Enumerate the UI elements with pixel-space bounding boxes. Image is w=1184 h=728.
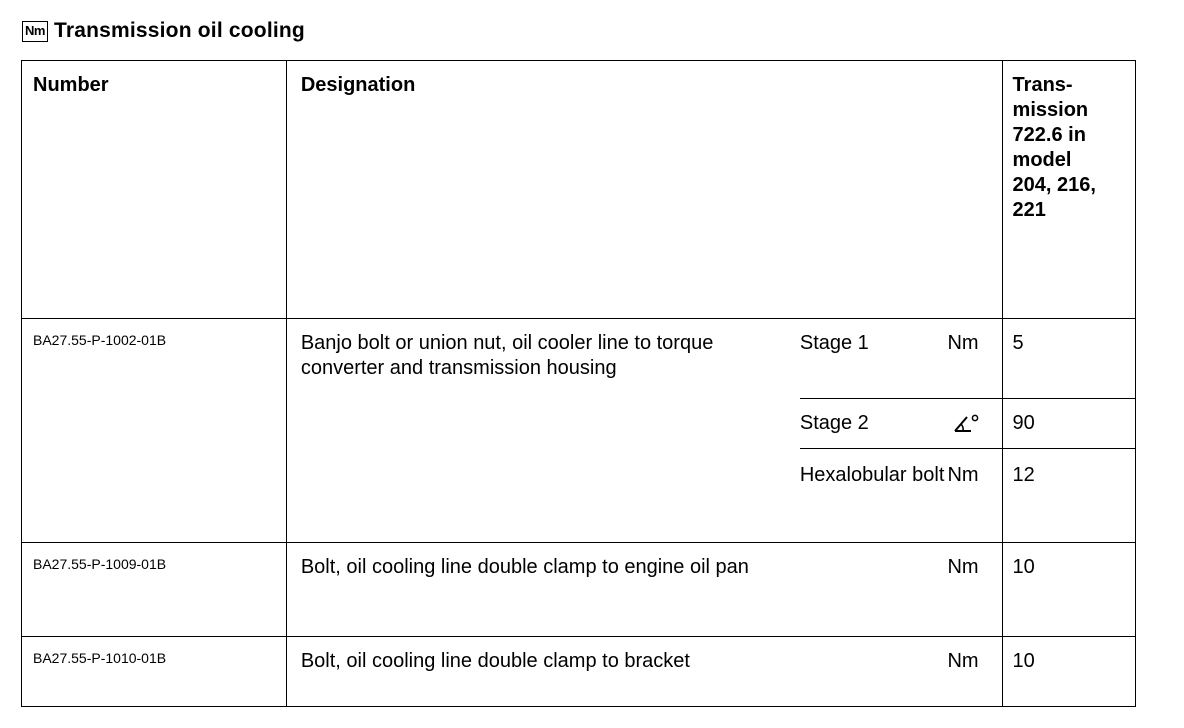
stage-label: Stage 1 xyxy=(800,319,948,399)
unit-label: Nm xyxy=(947,543,1002,637)
torque-value: 12 xyxy=(1002,449,1135,543)
column-header-transmission xyxy=(1002,61,1135,319)
nm-torque-icon: Nm xyxy=(22,21,48,42)
unit-label: Nm xyxy=(947,637,1002,707)
column-header-number: Number xyxy=(22,61,287,319)
row-number: BA27.55-P-1010-01B xyxy=(22,637,287,707)
row-number: BA27.55-P-1002-01B xyxy=(22,319,287,543)
torque-value: 5 xyxy=(1002,319,1135,399)
angle-unit xyxy=(947,399,1002,449)
transmission-line: model xyxy=(1012,149,1072,171)
table-row xyxy=(22,543,1136,637)
torque-table xyxy=(21,60,1136,707)
table-row xyxy=(22,637,1136,707)
unit-label: Nm xyxy=(947,319,1002,399)
stage-label: Hexalobular bolt xyxy=(800,449,948,543)
column-header-designation: Designation xyxy=(286,61,1002,319)
page-title: Transmission oil cooling xyxy=(53,19,305,42)
torque-value: 10 xyxy=(1002,637,1135,707)
row-designation: Bolt, oil cooling line double clamp to bracket xyxy=(286,637,947,707)
torque-value: 90 xyxy=(1002,399,1135,449)
torque-value: 10 xyxy=(1002,543,1135,637)
transmission-line: Trans- xyxy=(1012,74,1073,96)
transmission-line: 722.6 in xyxy=(1012,124,1086,146)
transmission-line: 204, 216, xyxy=(1012,174,1096,196)
table-header-row xyxy=(22,61,1136,319)
stage-label: Stage 2 xyxy=(800,399,948,449)
table-row xyxy=(22,319,1136,399)
angle-degree-icon xyxy=(951,411,981,435)
row-number: BA27.55-P-1009-01B xyxy=(22,543,287,637)
unit-label: Nm xyxy=(947,449,1002,543)
row-designation: Bolt, oil cooling line double clamp to engine oil pan xyxy=(286,543,947,637)
section-title xyxy=(22,16,305,46)
transmission-line: 221 xyxy=(1012,199,1046,221)
transmission-line: mission xyxy=(1012,99,1089,121)
row-designation: Banjo bolt or union nut, oil cooler line to torque converter and transmission housing xyxy=(286,319,800,543)
